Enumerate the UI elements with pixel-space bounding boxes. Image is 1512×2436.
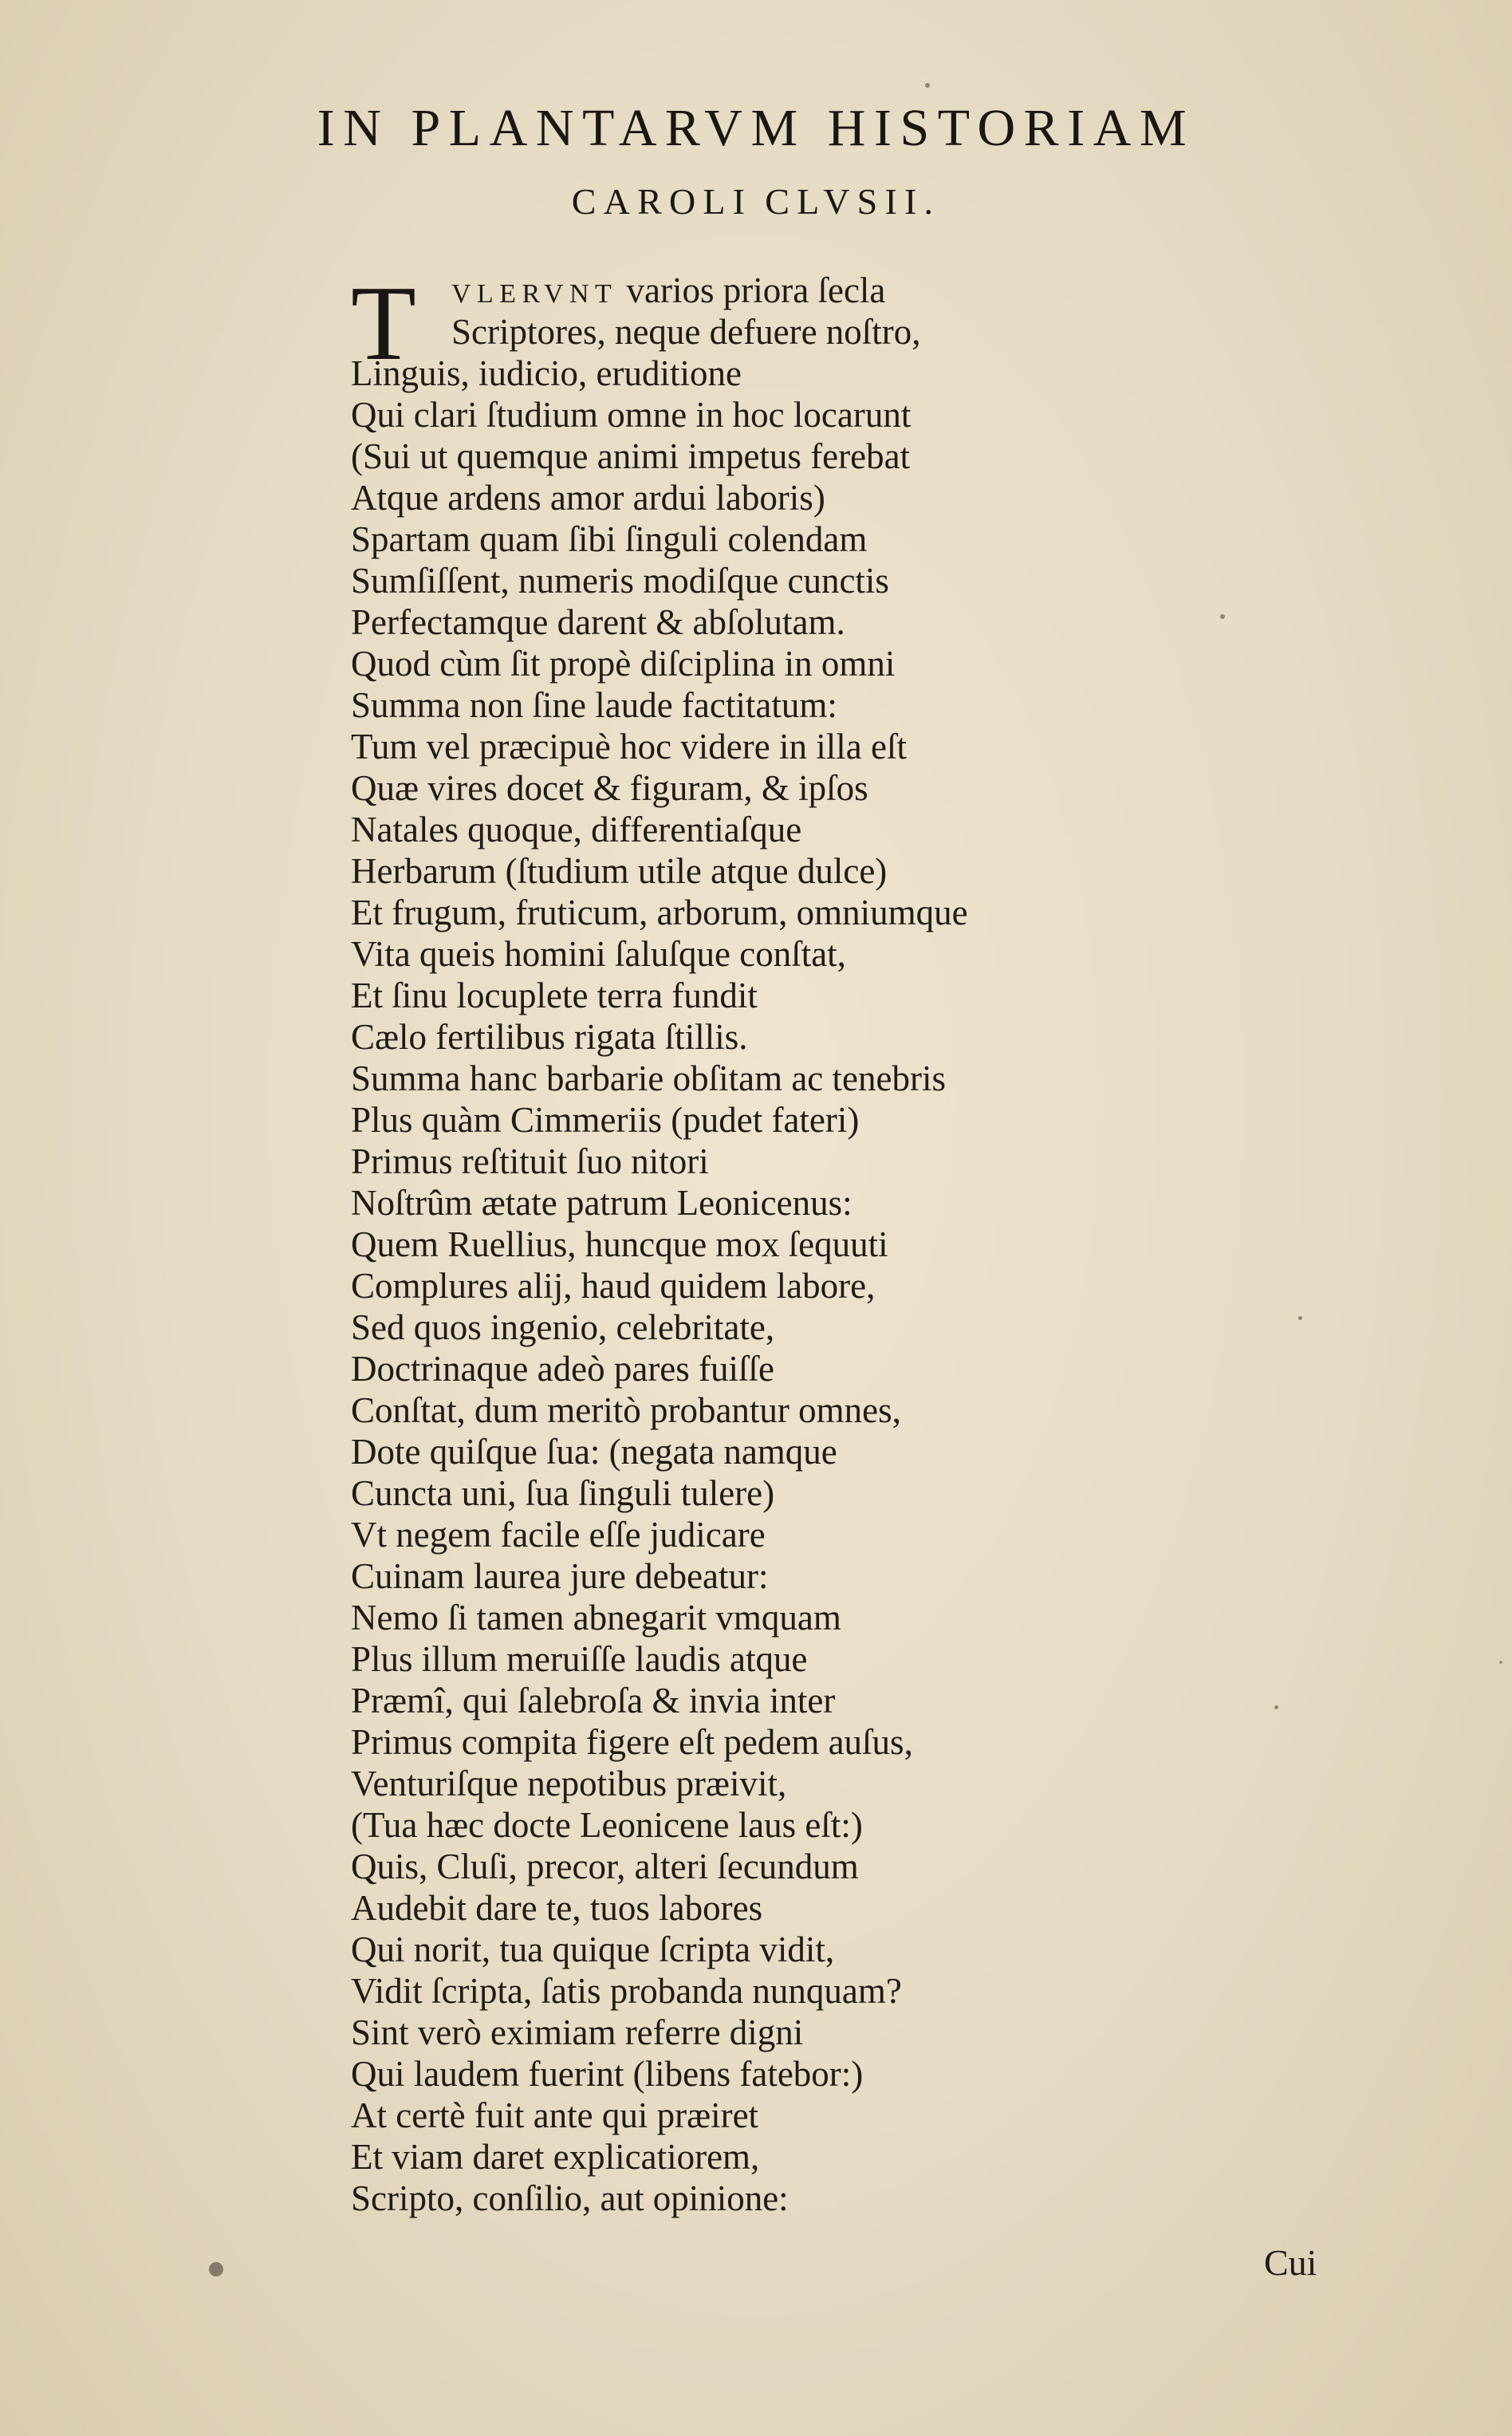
poem-lines [351, 311, 1148, 2219]
poem-line: Plus quàm Cimmeriis (pudet fateri) [351, 1100, 860, 1140]
ink-speck [209, 2262, 223, 2276]
subtitle-first-word: CAROLI [571, 181, 753, 222]
poem-line: Primus compita figere eſt pedem auſus, [351, 1722, 913, 1762]
poem-body [351, 264, 1148, 2219]
poem-line: Primus reſtituit ſuo nitori [351, 1141, 709, 1181]
page-title: IN PLANTARVM HISTORIAM [317, 99, 1195, 157]
poem-line: Scripto, conſilio, aut opinione: [351, 2178, 789, 2218]
poem-line: Conſtat, dum meritò probantur omnes, [351, 1390, 901, 1430]
poem-line: Plus illum meruiſſe laudis atque [351, 1639, 808, 1679]
poem-line: Herbarum (ſtudium utile atque dulce) [351, 851, 888, 891]
poem-line: Quis, Cluſi, precor, alteri ſecundum [351, 1847, 859, 1886]
poem-line: Et ſinu locuplete terra fundit [351, 976, 758, 1015]
poem-line: (Tua hæc docte Leonicene laus eſt:) [351, 1805, 863, 1845]
poem-line: Qui norit, tua quique ſcripta vidit, [351, 1929, 835, 1969]
first-line-rest: varios priora ſecla [626, 270, 886, 310]
ink-speck [1274, 1705, 1278, 1709]
poem-line: Dote quiſque ſua: (negata namque [351, 1432, 837, 1472]
poem-line: Venturiſque nepotibus præivit, [351, 1764, 787, 1803]
page-subtitle [0, 183, 1512, 220]
poem-line: Complures alij, haud quidem labore, [351, 1266, 876, 1306]
poem-line: Noſtrûm ætate patrum Leonicenus: [351, 1183, 852, 1223]
poem-first-line [351, 270, 1148, 311]
poem-line: Perfectamque darent & abſolutam. [351, 602, 845, 642]
poem-line: Quod cùm ſit propè diſciplina in omni [351, 644, 896, 684]
poem-line: Cuncta uni, ſua ſinguli tulere) [351, 1473, 775, 1513]
poem-line: Spartam quam ſibi ſinguli colendam [351, 519, 868, 559]
poem-line: At certè fuit ante qui præiret [351, 2095, 759, 2135]
poem-line: Præmî, qui ſalebroſa & invia inter [351, 1681, 836, 1721]
poem-line: Vidit ſcripta, ſatis probanda nunquam? [351, 1971, 902, 2011]
poem-line: Linguis, iudicio, eruditione [351, 353, 742, 393]
poem-line: Qui laudem fuerint (libens fatebor:) [351, 2054, 864, 2094]
poem-line: Scriptores, neque defuere noſtro, [451, 312, 921, 352]
poem-line: Et viam daret explicatiorem, [351, 2137, 760, 2177]
poem-line: Sed quos ingenio, celebritate, [351, 1307, 775, 1347]
ink-speck [1220, 614, 1225, 619]
drop-cap-initial: T [351, 264, 416, 382]
poem-line: (Sui ut quemque animi impetus ferebat [351, 436, 911, 476]
poem-line: Natales quoque, differentiaſque [351, 810, 802, 849]
poem-line: Cælo fertilibus rigata ſtillis. [351, 1017, 748, 1057]
ink-speck [1499, 1661, 1502, 1664]
subtitle-second-word: CLVSII. [765, 181, 941, 222]
poem-line: Cuinam laurea jure debeatur: [351, 1556, 769, 1596]
poem-line: Vt negem facile eſſe judicare [351, 1515, 766, 1555]
poem-line: Tum vel præcipuè hoc videre in illa eſt [351, 727, 907, 767]
poem-line: Nemo ſi tamen abnegarit vmquam [351, 1598, 841, 1638]
poem-line: Vita queis homini ſaluſque conſtat, [351, 934, 846, 974]
poem-line: Summa non ſine laude factitatum: [351, 685, 837, 725]
ink-speck [925, 83, 930, 88]
first-line-opening-word: VLERVNT [451, 279, 618, 309]
poem-line: Et frugum, fruticum, arborum, omniumque [351, 893, 968, 932]
poem-line: Audebit dare te, tuos labores [351, 1888, 763, 1928]
poem-line: Qui clari ſtudium omne in hoc locarunt [351, 395, 912, 435]
poem-line: Summa hanc barbarie obſitam ac tenebris [351, 1058, 946, 1098]
poem-line: Sint verò eximiam referre digni [351, 2012, 804, 2052]
catchword: Cui [1264, 2242, 1317, 2283]
poem-line: Sumſiſſent, numeris modiſque cunctis [351, 561, 889, 601]
poem-line: Quem Ruellius, huncque mox ſequuti [351, 1224, 888, 1264]
poem-line: Doctrinaque adeò pares fuiſſe [351, 1349, 775, 1389]
ink-speck [1298, 1316, 1302, 1320]
poem-line: Quæ vires docet & figuram, & ipſos [351, 768, 868, 808]
poem-line: Atque ardens amor ardui laboris) [351, 478, 825, 518]
